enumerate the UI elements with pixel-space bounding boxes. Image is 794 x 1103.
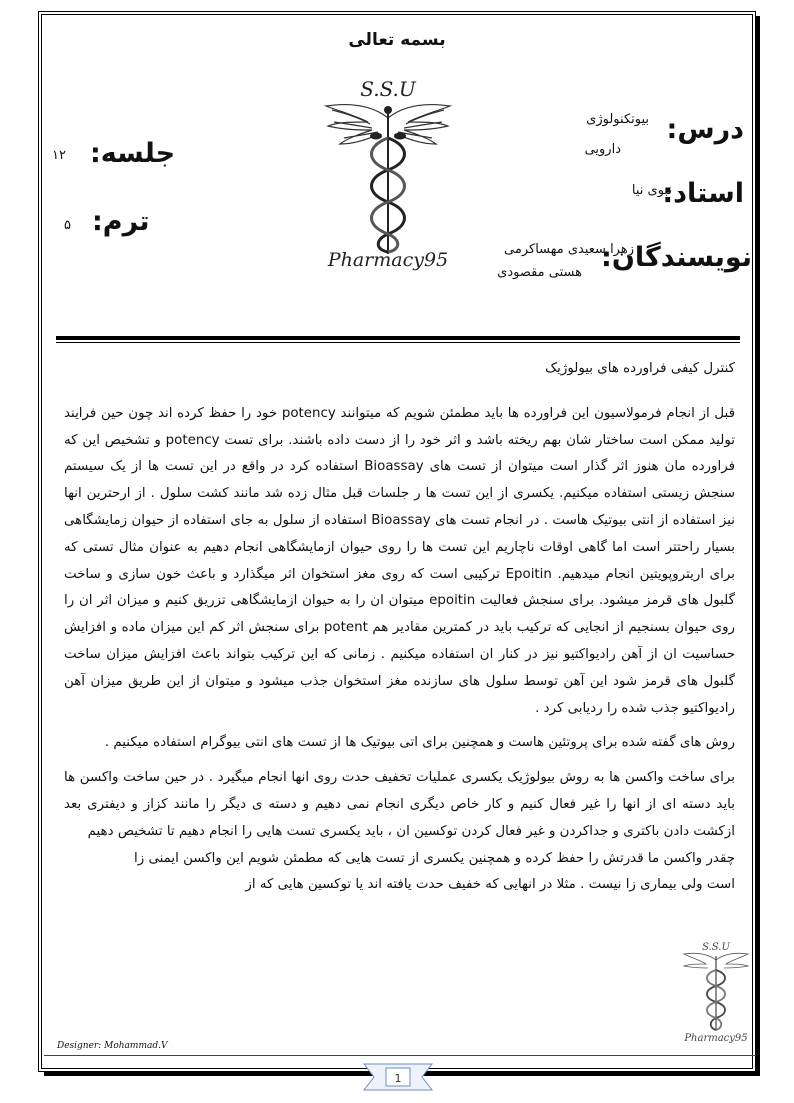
course-name-line2: دارویی bbox=[584, 142, 621, 157]
body-paragraph: چقدر واکسن ما قدرتش را حفظ کرده و همچنین یکسری از تست هایی که مطمئن شویم این واکسن ایمنی زا است ولی بیماری زا نیست . مثلا در انهایی که خفیف حدت یافته اند یا توکسین هایی که از bbox=[134, 850, 735, 893]
professor-label: استاد: bbox=[662, 178, 744, 209]
body-paragraph: روش های گفته شده برای پروتئین هاست و همچنین برای اتی بیوتیک ها از تست های انتی بیوگرام استفاده میکنیم . bbox=[104, 735, 735, 751]
body-paragraph: برای ساخت واکسن ها به روش بیولوژیک یکسری عملیات تخفیف حدت روی انها انجام میگیرد . در حین ساخت واکسن ها باید دسته ای از انها را غیر فعال کنیم و کار خاص دیگری انجام نمی دهیم و دسته ی دیگر را مانند کزاز و دیفتری بعد ازکشت دادن باکتری و جداکردن و غیر فعال کردن توکسین ان ، باید یکسری تست هایی را انجام دهیم تا تشخیص دهیم bbox=[64, 770, 735, 839]
small-logo-bottom-text: Pharmacy95 bbox=[684, 1033, 748, 1044]
course-label: درس: bbox=[666, 114, 744, 145]
body-paragraph: قبل از انجام فرمولاسیون این فراورده ها باید مطمئن شویم که میتوانند potency خود را حفظ کرده اند چون حین فرایند تولید ممکن است ساختار شان بهم ریخته باشد و اثر خود را از دست داده باشند. برای تست potency و تشخیص این که فراورده مان هنوز اثر گذار است میتوان از تست های Bioassay استفاده کرد در واقع در این تست ها از یک سیستم سنجش زیستی استفاده میکنیم. یکسری از این تست ها ر جلسات قبل مثال زده شد مانند کشت سلول . از ارحترین انها نیز استفاده از انتی بیوتیک هاست . در انجام تست های Bioassay استفاده از سلول به جای استفاده از حیوان زمایشگاهی بسیار راحتتر است اما گاهی اوقات ناچاریم این تست ها را روی حیوان ازمایشگاهی انجام دهیم به عنوان مثال تستی که برای اریتروپویتین انجام میدهیم. Epoitin ترکیبی است که روی مغز استخوان اثر میگذارد و باعث خون سازی و ساخت گلبول های قرمز میشود. برای سنجش فعالیت epoitin میتوان ان را به حیوان ازمایشگاهی تزریق کنیم و میزان اثر ان را روی حیوان بسنجیم از انجایی که ترکیب باید در کمترین مقادیر هم potent برای سنجش اثر کم این میزان ماده و افزایش حساسیت ان از آهن رادیواکتیو نیز در کنار ان استفاده میکنیم . زمانی که این ترکیب بتواند باعث افزایش میزان ساخت گلبول های قرمز شود این آهن توسط سلول های سازنده مغز استخوان جذب میشود و میتوان از این طریق میزان آهن رادیواکتیو جذب شده را ردیابی کرد . bbox=[64, 405, 736, 716]
caduceus-icon bbox=[318, 76, 458, 272]
logo-bottom-text: Pharmacy95 bbox=[327, 249, 449, 271]
section-title: کنترل کیفی فراورده های بیولوژیک bbox=[545, 361, 735, 376]
logo-top-text: S.S.U bbox=[360, 77, 416, 101]
footer-divider bbox=[44, 1055, 756, 1056]
page-number: 1 bbox=[394, 1072, 402, 1085]
term-number: ۵ bbox=[64, 218, 71, 233]
page-number-badge bbox=[360, 1062, 436, 1092]
designer-credit: Designer: Mohammad.V bbox=[57, 1041, 168, 1051]
caduceus-logo bbox=[318, 76, 458, 272]
term-label: ترم: bbox=[92, 206, 150, 237]
caduceus-icon bbox=[680, 940, 752, 1044]
bismillah-heading: بسمه تعالی bbox=[348, 30, 446, 50]
caduceus-small-logo bbox=[680, 940, 752, 1048]
header-divider-thin bbox=[56, 342, 740, 343]
authors-line2: هستی مقصودی bbox=[497, 265, 582, 280]
course-name-line1: بیوتکنولوژی bbox=[586, 112, 649, 127]
authors-label: نویسندگان: bbox=[601, 242, 752, 273]
professor-name: نبوی نیا bbox=[631, 183, 672, 198]
session-label: جلسه: bbox=[90, 138, 176, 169]
small-logo-top-text: S.S.U bbox=[702, 942, 730, 953]
authors-line1: زهرا سعیدی مهساکرمی bbox=[504, 242, 634, 257]
page-border-shadow-right bbox=[756, 16, 760, 1076]
session-number: ۱۲ bbox=[52, 148, 66, 163]
header-divider-thick bbox=[56, 336, 740, 340]
document-body bbox=[64, 356, 735, 907]
